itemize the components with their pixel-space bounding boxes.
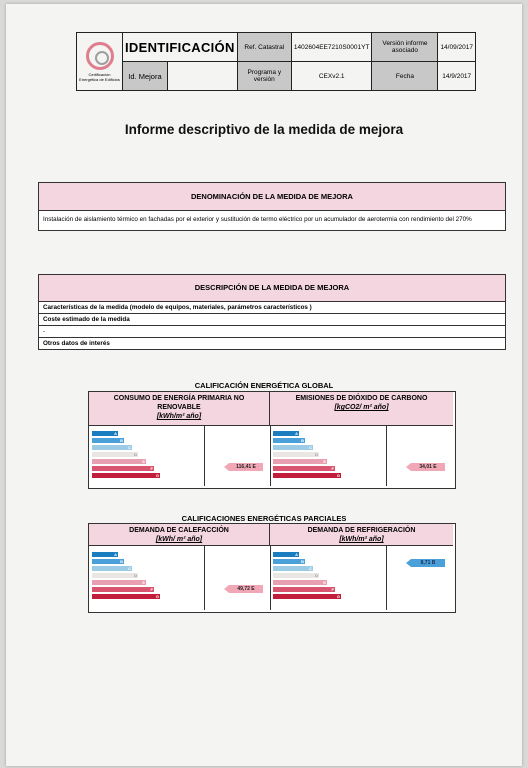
refrigeracion-unit: [kWh/m² año] xyxy=(339,536,384,543)
descripcion-row-otros: Otros datos de interés xyxy=(43,340,110,347)
rating-bar-c xyxy=(273,445,313,450)
descripcion-section xyxy=(38,274,506,350)
calefaccion-indicator: 49,72 E xyxy=(229,585,263,593)
descripcion-row-caracteristicas: Características de la medida (modelo de equipos, materiales, parámetros característicos ) xyxy=(39,302,505,314)
consumo-title: CONSUMO DE ENERGÍA PRIMARIA NO RENOVABLE xyxy=(113,395,245,411)
rating-bar-a xyxy=(92,431,118,436)
rating-letter: A xyxy=(295,552,298,557)
refrigeracion-header xyxy=(270,524,453,546)
certification-logo xyxy=(77,33,123,91)
descripcion-row-coste: Coste estimado de la medida xyxy=(39,314,505,326)
rating-bar-b xyxy=(273,559,305,564)
rating-bar-a xyxy=(92,552,118,557)
rating-bar-e xyxy=(92,580,146,585)
rating-bar-g xyxy=(92,473,160,478)
rating-bar-a xyxy=(273,431,299,436)
rating-letter: C xyxy=(309,566,312,571)
rating-letter: G xyxy=(336,594,340,599)
rating-letter: F xyxy=(331,587,334,592)
global-rating-title: CALIFICACIÓN ENERGÉTICA GLOBAL xyxy=(194,381,334,390)
consumo-unit: [kWh/m² año] xyxy=(156,413,202,420)
calefaccion-title: DEMANDA DE CALEFACCIÓN xyxy=(129,527,229,534)
emisiones-unit: [kgCO2/ m² año] xyxy=(334,404,389,411)
logo-text: Certificación Energética de Edificios xyxy=(79,71,120,82)
rating-bar-b xyxy=(92,438,124,443)
rating-letter: E xyxy=(323,459,326,464)
rating-letter: G xyxy=(155,473,159,478)
rating-bar-e xyxy=(273,580,327,585)
rating-letter: B xyxy=(301,438,304,443)
rating-bar-c xyxy=(92,566,132,571)
certification-logo-icon xyxy=(86,42,114,70)
rating-bar-d xyxy=(273,452,319,457)
rating-bar-g xyxy=(273,473,341,478)
rating-letter: G xyxy=(155,594,159,599)
rating-letter: D xyxy=(315,452,318,457)
rating-bar-a xyxy=(273,552,299,557)
document-page xyxy=(6,4,522,766)
id-mejora-value xyxy=(167,62,237,91)
rating-bar-c xyxy=(273,566,313,571)
calefaccion-header xyxy=(89,524,270,546)
id-mejora-label: Id. Mejora xyxy=(123,62,168,91)
version-date: 14/09/2017 xyxy=(438,33,476,62)
header-title: IDENTIFICACIÓN xyxy=(123,33,238,62)
rating-letter: A xyxy=(114,431,117,436)
rating-letter: B xyxy=(301,559,304,564)
rating-letter: C xyxy=(128,445,131,450)
rating-letter: D xyxy=(315,573,318,578)
refrigeracion-indicator: 8,71 B xyxy=(411,559,445,567)
rating-letter: D xyxy=(134,573,137,578)
rating-letter: G xyxy=(336,473,340,478)
program-label: Programa y versión xyxy=(237,62,291,91)
refrigeracion-scale xyxy=(273,552,341,601)
rating-bar-e xyxy=(273,459,327,464)
rating-bar-f xyxy=(273,587,335,592)
consumo-indicator: 116,41 E xyxy=(229,463,263,471)
rating-letter: A xyxy=(114,552,117,557)
emisiones-indicator: 34,01 E xyxy=(411,463,445,471)
partial-rating-title: CALIFICACIONES ENERGÉTICAS PARCIALES xyxy=(181,514,347,523)
consumo-header xyxy=(89,392,270,426)
emisiones-scale xyxy=(273,431,341,480)
rating-bar-b xyxy=(273,438,305,443)
denominacion-text: Instalación de aislamiento térmico en fachadas por el exterior y sustitución de termo eléctrico por un acumulador de aerotermia con rendimiento del 270% xyxy=(43,216,472,223)
rating-bar-c xyxy=(92,445,132,450)
rating-bar-d xyxy=(273,573,319,578)
version-label: Versión informe asociado xyxy=(372,33,438,62)
rating-letter: A xyxy=(295,431,298,436)
global-rating-table xyxy=(88,391,456,489)
rating-bar-f xyxy=(92,587,154,592)
rating-letter: F xyxy=(150,587,153,592)
rating-letter: C xyxy=(309,445,312,450)
rating-letter: E xyxy=(323,580,326,585)
emisiones-header xyxy=(270,392,453,426)
partial-rating-table xyxy=(88,523,456,613)
rating-bar-d xyxy=(92,452,138,457)
rating-letter: F xyxy=(150,466,153,471)
rating-bar-g xyxy=(92,594,160,599)
descripcion-heading: DESCRIPCIÓN DE LA MEDIDA DE MEJORA xyxy=(39,275,505,302)
rating-bar-d xyxy=(92,573,138,578)
consumo-scale xyxy=(92,431,160,480)
ref-catastral-label: Ref. Catastral xyxy=(237,33,291,62)
identification-header xyxy=(76,32,476,91)
program-value: CEXv2.1 xyxy=(291,62,372,91)
descripcion-row-dash: - xyxy=(39,326,505,338)
calefaccion-unit: [kWh/ m² año] xyxy=(155,536,203,543)
emisiones-title: EMISIONES DE DIÓXIDO DE CARBONO xyxy=(295,395,428,402)
fecha-label: Fecha xyxy=(372,62,438,91)
ref-catastral-value: 1402604EE7210S0001YT xyxy=(291,33,372,62)
rating-bar-f xyxy=(92,466,154,471)
rating-letter: D xyxy=(134,452,137,457)
rating-letter: B xyxy=(120,438,123,443)
denominacion-section xyxy=(38,182,506,231)
rating-letter: F xyxy=(331,466,334,471)
document-title: Informe descriptivo de la medida de mejora xyxy=(124,122,404,137)
rating-letter: E xyxy=(142,459,145,464)
refrigeracion-title: DEMANDA DE REFRIGERACIÓN xyxy=(307,527,416,534)
rating-bar-b xyxy=(92,559,124,564)
rating-bar-e xyxy=(92,459,146,464)
fecha-value: 14/9/2017 xyxy=(438,62,476,91)
rating-bar-f xyxy=(273,466,335,471)
calefaccion-scale xyxy=(92,552,160,601)
denominacion-heading: DENOMINACIÓN DE LA MEDIDA DE MEJORA xyxy=(39,183,505,211)
rating-bar-g xyxy=(273,594,341,599)
rating-letter: E xyxy=(142,580,145,585)
rating-letter: B xyxy=(120,559,123,564)
rating-letter: C xyxy=(128,566,131,571)
